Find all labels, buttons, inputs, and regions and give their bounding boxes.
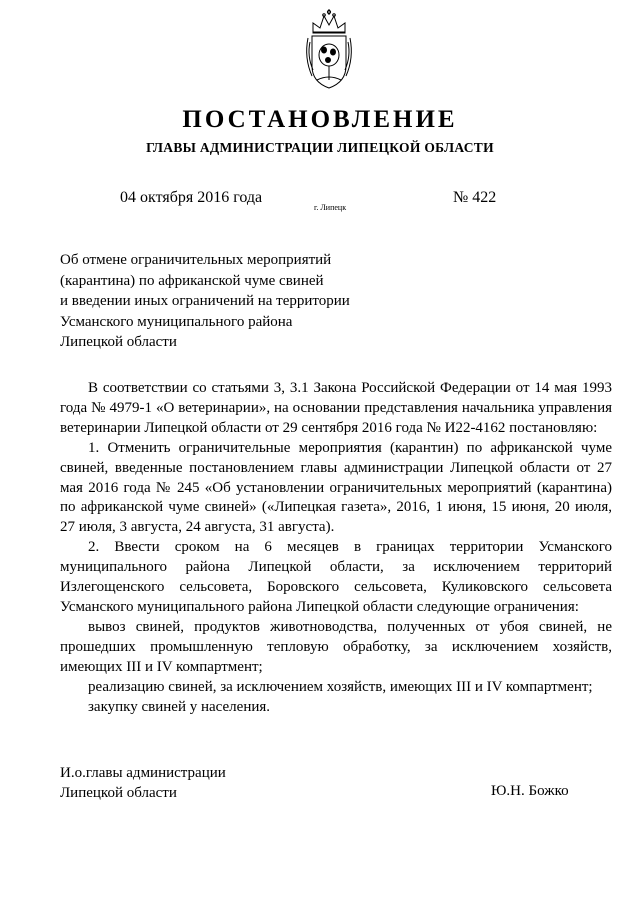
- clause-1-paragraph: 1. Отменить ограничительные мероприятия (карантин) по африканской чуме свиней, введенные постановлением главы администрации Липецкой области от 27 мая 2016 года № 245 «Об установлении ограничительных мероприятий (карантина) по африканской чуме свиней» («Липецкая газета», 2016, 1 июня, 15 июня, 20 июля, 27 июля, 3 августа, 24 августа, 31 августа).: [60, 439, 612, 536]
- subject-line: Усманского муниципального района: [60, 313, 293, 330]
- signatory-position: [60, 763, 226, 803]
- signatory-name: Ю.Н. Божко: [491, 783, 569, 799]
- restriction-item: вывоз свиней, продуктов животноводства, полученных от убоя свиней, не прошедших промышленную тепловую обработку, за исключением хозяйств, имеющих III и IV компартмент;: [60, 618, 612, 675]
- document-date: 04 октября 2016 года: [120, 189, 263, 206]
- subject-line: (карантина) по африканской чуме свиней: [60, 272, 324, 289]
- clause-2-paragraph: 2. Ввести сроком на 6 месяцев в границах территории Усманского муниципального района Липецкой области, за исключением территорий Излегощенского сельсовета, Боровского сельсовета, Куликовского сельсовета Усманского муниципального района Липецкой области следующие ограничения:: [60, 539, 612, 615]
- restriction-item: закупку свиней у населения.: [88, 698, 271, 715]
- coat-of-arms-icon: [300, 8, 358, 90]
- signatory-position-line: И.о.главы администрации: [60, 765, 226, 781]
- subject-line: Липецкой области: [60, 334, 177, 350]
- issuer-name: ГЛАВЫ АДМИНИСТРАЦИИ ЛИПЕЦКОЙ ОБЛАСТИ: [146, 140, 494, 155]
- document-body: [60, 379, 612, 717]
- preamble-paragraph: В соответствии со статьями 3, 3.1 Закона Российской Федерации от 14 мая 1993 года № 4979-1 «О ветеринарии», на основании представления начальника управления ветеринарии Липецкой области от 29 сентября 2016 года № И22-4162 постановляю:: [60, 380, 612, 436]
- subject-line: Об отмене ограничительных мероприятий: [60, 252, 332, 268]
- document-subject: [60, 250, 400, 353]
- document-number: № 422: [453, 189, 497, 206]
- document-title: ПОСТАНОВЛЕНИЕ: [182, 106, 458, 133]
- document-city: г. Липецк: [314, 203, 347, 212]
- restriction-item: реализацию свиней, за исключением хозяйств, имеющих III и IV компартмент;: [88, 678, 593, 695]
- signatory-position-line: Липецкой области: [60, 785, 177, 801]
- subject-line: и введении иных ограничений на территории: [60, 293, 350, 309]
